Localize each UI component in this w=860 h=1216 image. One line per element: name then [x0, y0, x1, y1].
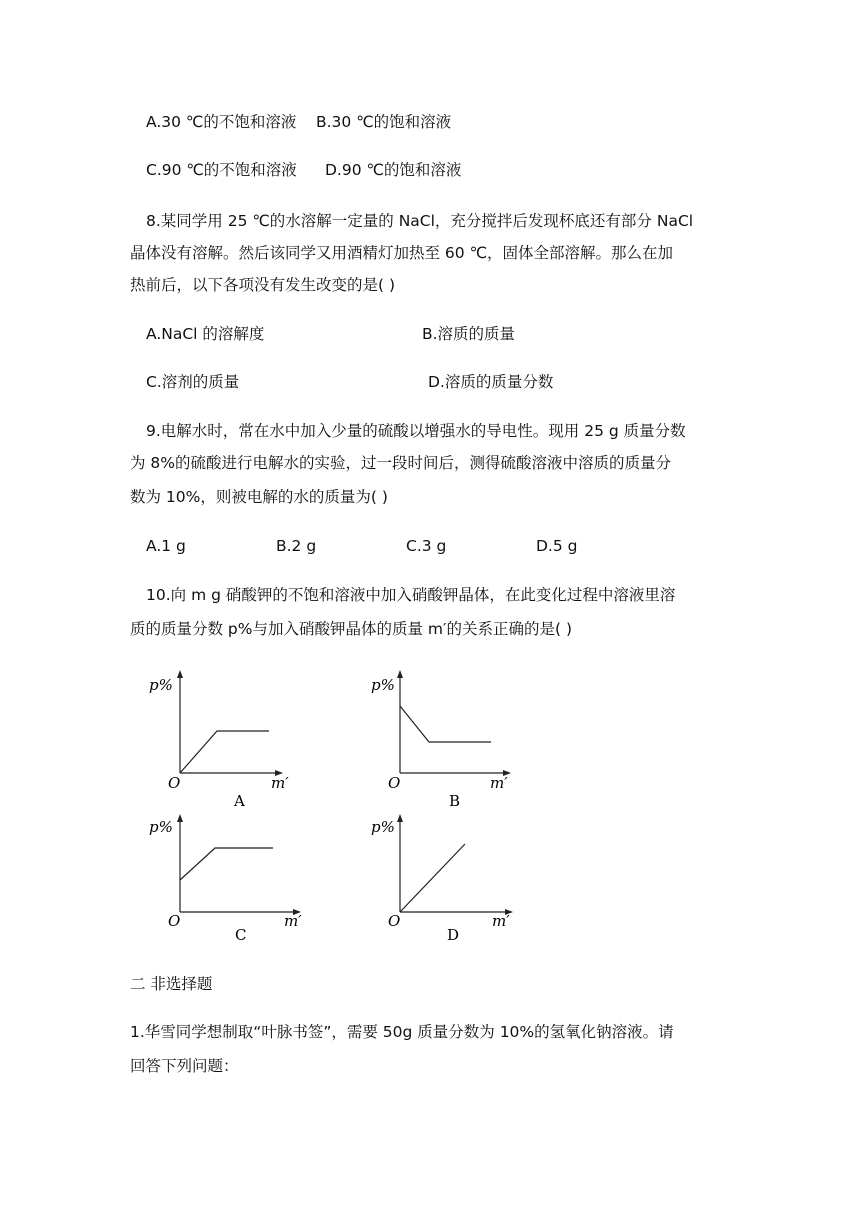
curve [400, 706, 491, 742]
x-axis-label: m′ [490, 774, 508, 792]
q7-option-c: C.90 ℃的不饱和溶液 [146, 161, 297, 179]
y-axis-label: p% [371, 818, 395, 836]
origin-label: O [168, 912, 181, 930]
y-axis-arrow-icon [177, 670, 183, 678]
q10-stem-line2: 质的质量分数 p%与加入硝酸钾晶体的质量 m′的关系正确的是( ) [130, 620, 573, 638]
y-axis-arrow-icon [397, 670, 403, 678]
y-axis-arrow-icon [397, 814, 403, 822]
graph-caption: C [235, 926, 247, 944]
q9-stem-line3: 数为 10%，则被电解的水的质量为( ) [130, 488, 388, 506]
s2-q1-line2: 回答下列问题： [130, 1057, 239, 1075]
q9-option-d: D.5 g [536, 537, 578, 555]
curve [180, 731, 269, 773]
q7-option-b: B.30 ℃的饱和溶液 [316, 113, 452, 131]
origin-label: O [168, 774, 181, 792]
q9-stem-line1: 9.电解水时，常在水中加入少量的硫酸以增强水的导电性。现用 25 g 质量分数 [146, 422, 686, 440]
q7-option-d: D.90 ℃的饱和溶液 [325, 161, 462, 179]
q10-graph-c [145, 810, 310, 945]
q9-stem-line2: 为 8%的硫酸进行电解水的实验，过一段时间后，测得硫酸溶液中溶质的质量分 [130, 454, 672, 472]
y-axis-arrow-icon [177, 814, 183, 822]
s2-q1-line1: 1.华雪同学想制取“叶脉书签”，需要 50g 质量分数为 10%的氢氧化钠溶液。请 [130, 1023, 674, 1041]
y-axis-label: p% [149, 818, 173, 836]
q8-stem-line3: 热前后，以下各项没有发生改变的是( ) [130, 276, 396, 294]
q9-option-c: C.3 g [406, 537, 447, 555]
q8-stem-line2: 晶体没有溶解。然后该同学又用酒精灯加热至 60 ℃，固体全部溶解。那么在加 [130, 244, 673, 262]
graph-caption: A [234, 792, 245, 810]
q8-option-c: C.溶剂的质量 [146, 373, 240, 391]
y-axis-label: p% [149, 676, 173, 694]
origin-label: O [388, 774, 401, 792]
x-axis-label: m′ [271, 774, 289, 792]
curve [400, 844, 465, 912]
q10-stem-line1: 10.向 m g 硝酸钾的不饱和溶液中加入硝酸钾晶体，在此变化过程中溶液里溶 [146, 586, 676, 604]
x-axis-label: m′ [284, 912, 302, 930]
x-axis-label: m′ [492, 912, 510, 930]
origin-label: O [388, 912, 401, 930]
graph-caption: B [449, 792, 461, 810]
q7-option-a: A.30 ℃的不饱和溶液 [146, 113, 297, 131]
q8-option-b: B.溶质的质量 [422, 325, 516, 343]
q9-option-a: A.1 g [146, 537, 186, 555]
y-axis-label: p% [371, 676, 395, 694]
q8-option-d: D.溶质的质量分数 [428, 373, 554, 391]
q9-option-b: B.2 g [276, 537, 317, 555]
q8-option-a: A.NaCl 的溶解度 [146, 325, 265, 343]
q8-stem-line1: 8.某同学用 25 ℃的水溶解一定量的 NaCl，充分搅拌后发现杯底还有部分 NaCl [146, 212, 694, 230]
q10-graph-b [367, 668, 517, 813]
q10-graph-d [367, 810, 522, 945]
graph-caption: D [447, 926, 460, 944]
q10-graph-a [145, 668, 289, 813]
curve [180, 848, 273, 880]
section-heading: 二 非选择题 [130, 975, 213, 993]
